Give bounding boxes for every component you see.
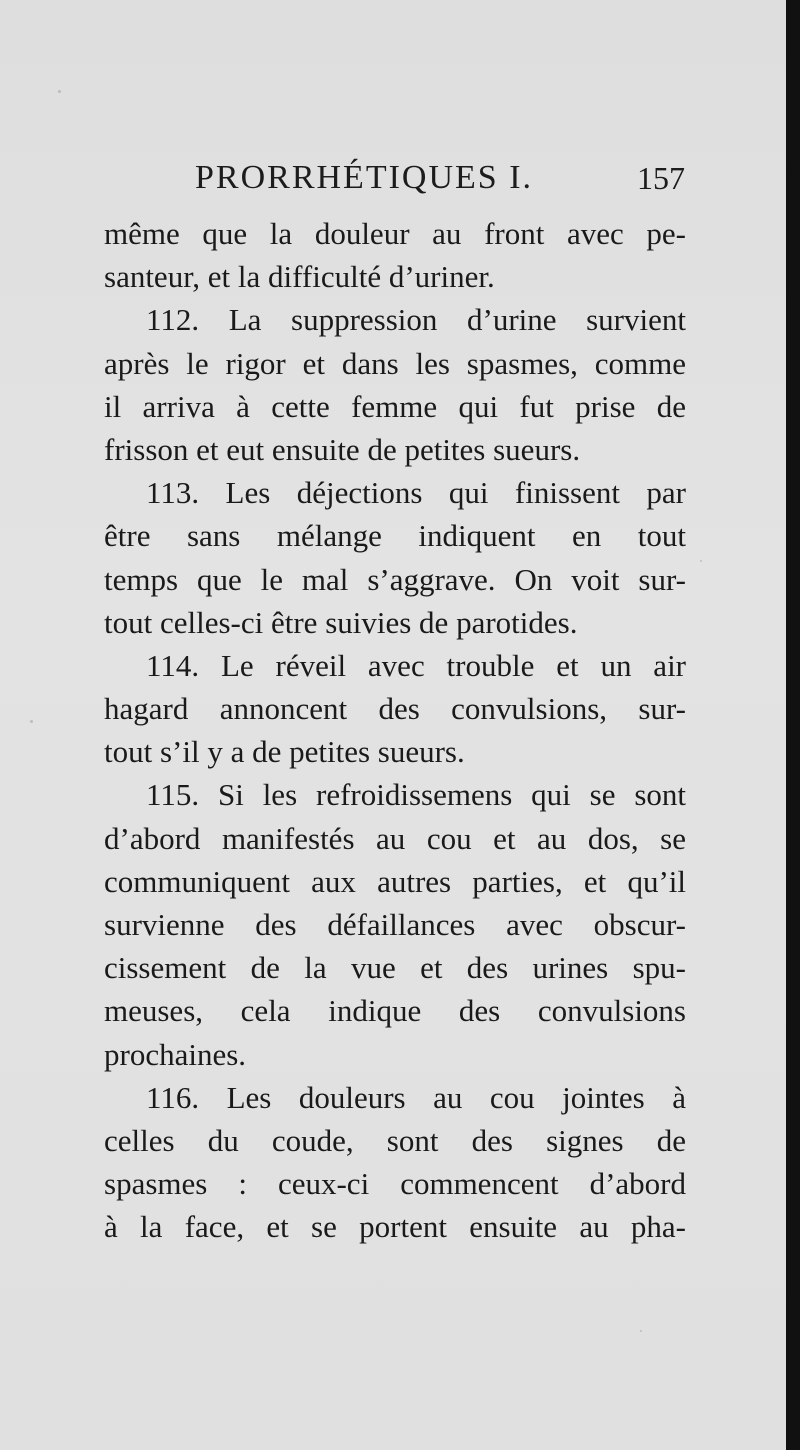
- text-line: après le rigor et dans les spasmes, comme: [104, 345, 686, 381]
- text-line: tout celles-ci être suivies de parotides.: [104, 604, 578, 640]
- text-line: il arriva à cette femme qui fut prise de: [104, 388, 686, 424]
- text-body: [104, 212, 686, 1249]
- text-line: d’abord manifestés au cou et au dos, se: [104, 820, 686, 856]
- text-line: 113. Les déjections qui finissent par: [146, 475, 686, 511]
- text-line: à la face, et se portent ensuite au pha-: [104, 1209, 686, 1245]
- paper-speck: [58, 90, 61, 93]
- text-line: 112. La suppression d’urine survient: [146, 302, 686, 338]
- text-line: spasmes : ceux-ci commencent d’abord: [104, 1166, 686, 1202]
- text-line: survienne des défaillances avec obscur-: [104, 907, 686, 942]
- text-line: celles du coude, sont des signes de: [104, 1122, 686, 1158]
- text-line: cissement de la vue et des urines spu-: [104, 950, 686, 986]
- paper-speck: [700, 560, 702, 562]
- text-line: communiquent aux autres parties, et qu’il: [104, 863, 686, 899]
- page-header: [105, 158, 685, 208]
- text-line: même que la douleur au front avec pe-: [104, 216, 686, 251]
- text-line: santeur, et la difficulté d’uriner.: [104, 259, 495, 295]
- text-line: 115. Si les refroidissemens qui se sont: [146, 777, 686, 813]
- text-line: 114. Le réveil avec trouble et un air: [146, 647, 686, 683]
- scan-edge: [786, 0, 800, 1450]
- text-line: prochaines.: [104, 1036, 247, 1072]
- page-number: 157: [637, 160, 685, 196]
- running-title: PRORRHÉTIQUES I.: [195, 159, 534, 196]
- text-line: meuses, cela indique des convulsions: [104, 993, 686, 1029]
- text-line: tout s’il y a de petites sueurs.: [104, 734, 465, 770]
- paper-speck: [30, 720, 33, 723]
- text-line: 116. Les douleurs au cou jointes à: [146, 1079, 686, 1115]
- text-line: frisson et eut ensuite de petites sueurs.: [104, 431, 581, 467]
- text-line: être sans mélange indiquent en tout: [104, 518, 686, 554]
- paper-speck: [640, 1330, 642, 1332]
- text-line: hagard annoncent des convulsions, sur-: [104, 691, 686, 727]
- text-line: temps que le mal s’aggrave. On voit sur-: [104, 561, 686, 597]
